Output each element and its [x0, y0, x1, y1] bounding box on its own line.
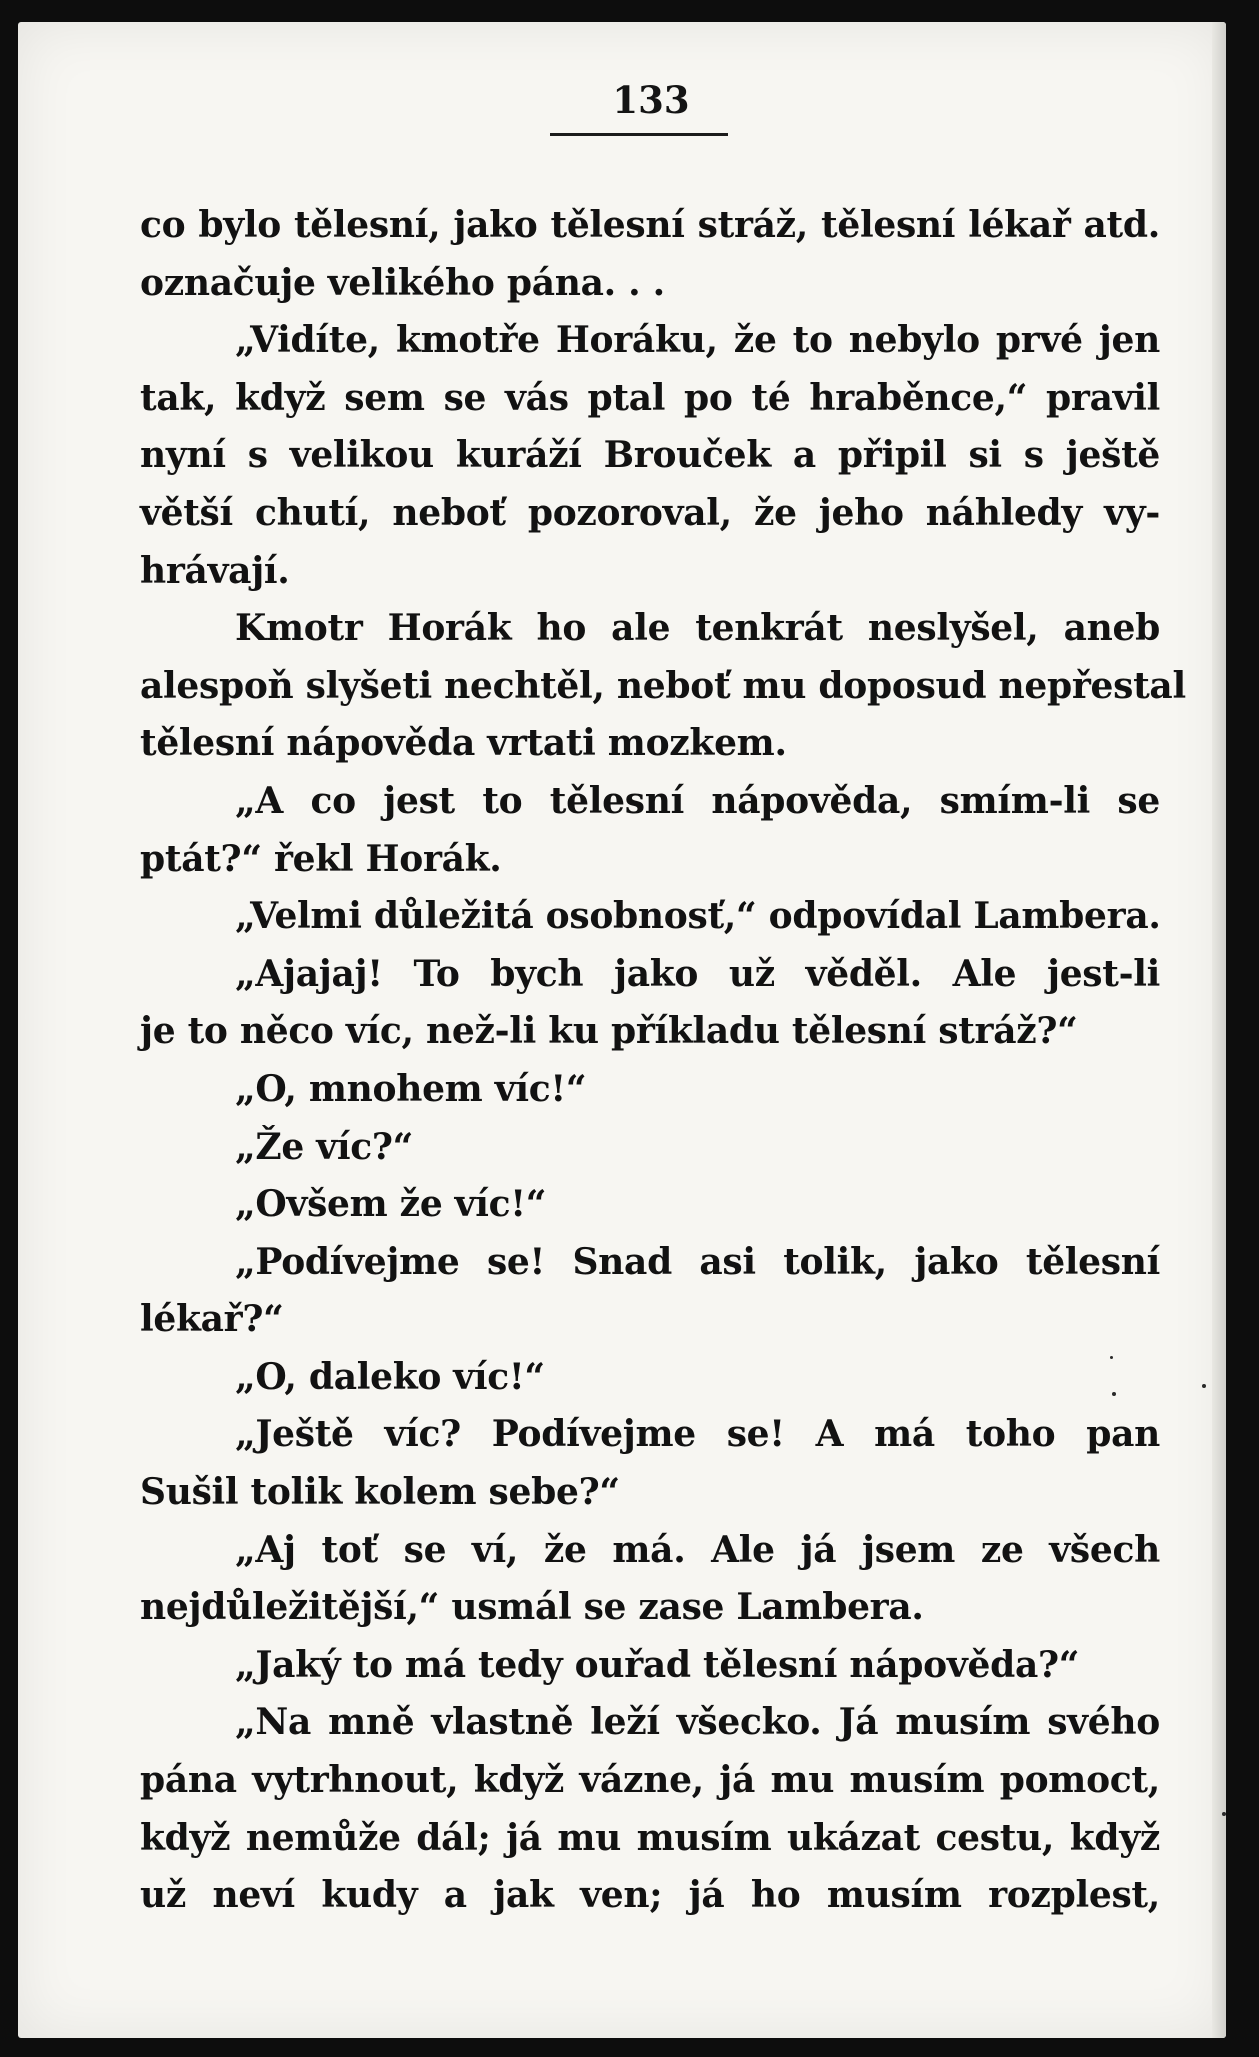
- header-rule: [550, 133, 728, 136]
- text-line: „Na mně vlastně leží všecko. Já musím svého: [235, 1701, 1160, 1744]
- text-line: je to něco víc, než-li ku příkladu tělesní stráž?“: [140, 1010, 1078, 1053]
- book-page: [18, 22, 1226, 2038]
- text-line: ptát?“ řekl Horák.: [140, 837, 502, 880]
- text-line: „O, daleko víc!“: [235, 1355, 545, 1398]
- text-line: už neví kudy a jak ven; já ho musím rozplest,: [140, 1874, 1160, 1917]
- text-line: „Aj toť se ví, že má. Ale já jsem ze všech: [235, 1528, 1160, 1571]
- text-line: „Velmi důležitá osobnosť,“ odpovídal Lambera.: [235, 895, 1161, 938]
- text-line: tělesní nápověda vrtati mozkem.: [140, 722, 787, 765]
- text-line: „Ještě víc? Podívejme se! A má toho pan: [235, 1413, 1160, 1456]
- scan-speck: [1222, 1812, 1226, 1816]
- text-line: „Vidíte, kmotře Horáku, že to nebylo prvé jen: [235, 319, 1160, 362]
- text-line: označuje velikého pána. . .: [140, 261, 665, 304]
- text-line: Sušil tolik kolem sebe?“: [140, 1471, 620, 1514]
- text-line: „Podívejme se! Snad asi tolik, jako tělesní: [235, 1240, 1160, 1283]
- scan-speck: [1110, 1356, 1113, 1359]
- text-line: „Jaký to má tedy ouřad tělesní nápověda?“: [235, 1643, 1080, 1686]
- text-line: nyní s velikou kuráží Brouček a připil si s ještě: [140, 434, 1160, 477]
- text-line: co bylo tělesní, jako tělesní stráž, tělesní lékař atd.: [140, 204, 1160, 246]
- text-line: tak, když sem se vás ptal po té hraběnce,“ pravil: [140, 376, 1160, 419]
- text-line: pána vytrhnout, když vázne, já mu musím pomoct,: [140, 1759, 1160, 1802]
- text-line: „A co jest to tělesní nápověda, smím-li se: [235, 779, 1160, 822]
- text-line: lékař?“: [140, 1298, 284, 1341]
- text-line: „Ovšem že víc!“: [235, 1183, 547, 1226]
- body-text: [140, 197, 1186, 1925]
- text-line: „O, mnohem víc!“: [235, 1067, 587, 1110]
- text-line: nejdůležitější,“ usmál se zase Lambera.: [140, 1586, 924, 1629]
- scan-speck: [1202, 1384, 1206, 1388]
- page-number: 133: [612, 78, 690, 122]
- text-line: když nemůže dál; já mu musím ukázat cestu, když: [140, 1816, 1160, 1859]
- text-line: Kmotr Horák ho ale tenkrát neslyšel, aneb: [235, 607, 1160, 650]
- scan-speck: [1112, 1392, 1116, 1396]
- text-line: „Ajajaj! To bych jako už věděl. Ale jest-li: [235, 952, 1160, 995]
- text-line: větší chutí, neboť pozoroval, že jeho náhledy vy-: [140, 491, 1160, 534]
- text-line: „Že víc?“: [235, 1125, 414, 1168]
- page-edge: [1212, 22, 1226, 2038]
- text-line: hrávají.: [140, 549, 290, 592]
- text-line: alespoň slyšeti nechtěl, neboť mu doposud nepřestal: [140, 664, 1186, 707]
